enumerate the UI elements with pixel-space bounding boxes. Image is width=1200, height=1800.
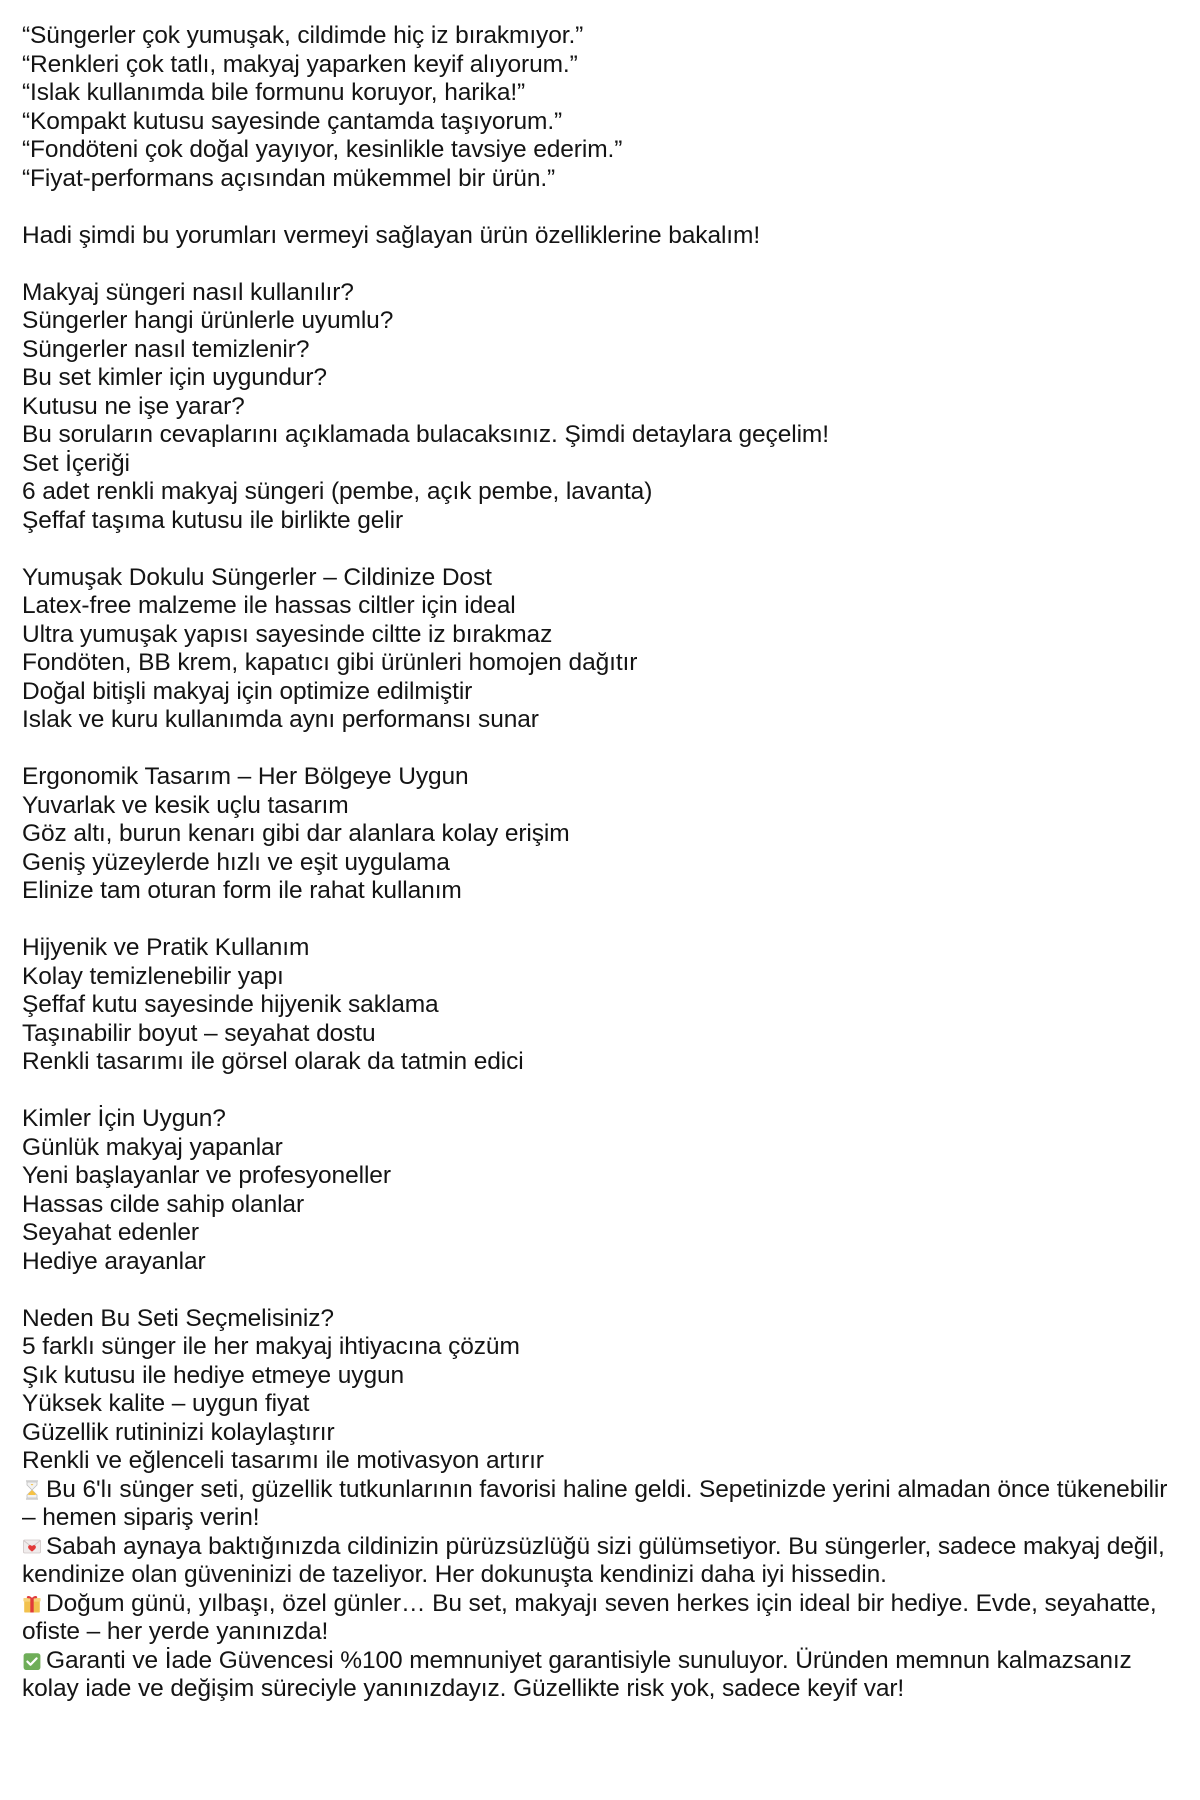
customer-reviews-block bbox=[22, 22, 1170, 193]
section-heading: Hijyenik ve Pratik Kullanım bbox=[22, 934, 310, 961]
section-item: Taşınabilir boyut – seyahat dostu bbox=[22, 1019, 376, 1047]
transition-line: Hadi şimdi bu yorumları vermeyi sağlayan ürün özelliklerine bakalım! bbox=[22, 221, 761, 249]
section-item: Şık kutusu ile hediye etmeye uygun bbox=[22, 1361, 405, 1389]
section-item: Göz altı, burun kenarı gibi dar alanlara kolay erişim bbox=[22, 820, 570, 847]
section-item: Ultra yumuşak yapısı sayesinde ciltte iz bırakmaz bbox=[22, 620, 553, 648]
section-item: Renkli tasarımı ile görsel olarak da tatmin edici bbox=[22, 1048, 524, 1075]
section-item: Geniş yüzeylerde hızlı ve eşit uygulama bbox=[22, 848, 450, 876]
check-mark-icon bbox=[22, 1650, 42, 1672]
callout-guarantee bbox=[22, 1647, 1170, 1704]
callout-text: Sabah aynaya baktığınızda cildinizin pürüzsüzlüğü sizi gülümsetiyor. Bu süngerler, sadece makyaj değil, kendinize olan güveninizi de tazeliyor. Her dokunuşta kendinizi daha iyi hissedin. bbox=[22, 1532, 1165, 1588]
feature-section-hygienic-use bbox=[22, 934, 1170, 1077]
feature-section-target-audience bbox=[22, 1105, 1170, 1276]
review-quote: “Islak kullanımda bile formunu koruyor, harika!” bbox=[22, 79, 526, 106]
love-letter-icon bbox=[22, 1536, 42, 1558]
set-contents-item: 6 adet renkli makyaj süngeri (pembe, açık pembe, lavanta) bbox=[22, 478, 653, 505]
faq-answer-pointer: Bu soruların cevaplarını açıklamada bulacaksınız. Şimdi detaylara geçelim! bbox=[22, 421, 829, 448]
section-item: Yuvarlak ve kesik uçlu tasarım bbox=[22, 791, 349, 819]
section-item: Günlük makyaj yapanlar bbox=[22, 1133, 283, 1161]
section-item: Kolay temizlenebilir yapı bbox=[22, 962, 284, 990]
review-quote: “Kompakt kutusu sayesinde çantamda taşıyorum.” bbox=[22, 107, 563, 135]
section-item: Hassas cilde sahip olanlar bbox=[22, 1190, 305, 1218]
callout-text: Garanti ve İade Güvencesi %100 memnuniyet garantisiyle sunuluyor. Üründen memnun kalmazsanız kolay iade ve değişim süreciyle yanınızdayız. Güzellikte risk yok, sadece keyif var! bbox=[22, 1646, 1132, 1702]
review-quote: “Süngerler çok yumuşak, cildimde hiç iz bırakmıyor.” bbox=[22, 22, 584, 49]
section-item: Yeni başlayanlar ve profesyoneller bbox=[22, 1162, 391, 1189]
faq-question: Süngerler hangi ürünlerle uyumlu? bbox=[22, 307, 394, 334]
callout-text: Doğum günü, yılbaşı, özel günler… Bu set, makyajı seven herkes için ideal bir hediye. Evde, seyahatte, ofiste – her yerde yanınızda! bbox=[22, 1589, 1157, 1645]
section-item: Yüksek kalite – uygun fiyat bbox=[22, 1390, 310, 1417]
spacer bbox=[22, 906, 1170, 935]
product-description-body bbox=[22, 22, 1170, 1704]
section-heading: Ergonomik Tasarım – Her Bölgeye Uygun bbox=[22, 763, 469, 790]
faq-question: Kutusu ne işe yarar? bbox=[22, 392, 245, 420]
section-heading: Yumuşak Dokulu Süngerler – Cildinize Dost bbox=[22, 563, 492, 591]
section-item: Latex-free malzeme ile hassas ciltler için ideal bbox=[22, 592, 516, 619]
section-item: Fondöten, BB krem, kapatıcı gibi ürünleri homojen dağıtır bbox=[22, 649, 638, 676]
section-item: 5 farklı sünger ile her makyaj ihtiyacına çözüm bbox=[22, 1333, 520, 1360]
spacer bbox=[22, 193, 1170, 222]
gift-icon bbox=[22, 1593, 42, 1615]
review-quote: “Fiyat-performans açısından mükemmel bir ürün.” bbox=[22, 164, 556, 192]
spacer bbox=[22, 735, 1170, 764]
section-item: Doğal bitişli makyaj için optimize edilmiştir bbox=[22, 677, 473, 705]
faq-questions-block bbox=[22, 279, 1170, 450]
faq-question: Makyaj süngeri nasıl kullanılır? bbox=[22, 278, 354, 306]
faq-question: Bu set kimler için uygundur? bbox=[22, 364, 327, 391]
section-item: Elinize tam oturan form ile rahat kullanım bbox=[22, 877, 462, 904]
callout-text: Bu 6'lı sünger seti, güzellik tutkunlarının favorisi haline geldi. Sepetinizde yerini almadan önce tükenebilir – hemen sipariş verin! bbox=[22, 1475, 1168, 1531]
hourglass-icon bbox=[22, 1479, 42, 1501]
callout-urgency bbox=[22, 1476, 1170, 1533]
review-quote: “Fondöteni çok doğal yayıyor, kesinlikle tavsiye ederim.” bbox=[22, 136, 623, 163]
review-quote: “Renkleri çok tatlı, makyaj yaparken keyif alıyorum.” bbox=[22, 50, 578, 78]
set-contents-block bbox=[22, 450, 1170, 536]
section-item: Islak ve kuru kullanımda aynı performansı sunar bbox=[22, 706, 539, 733]
faq-question: Süngerler nasıl temizlenir? bbox=[22, 335, 310, 363]
section-item: Renkli ve eğlenceli tasarımı ile motivasyon artırır bbox=[22, 1447, 544, 1474]
set-contents-item: Şeffaf taşıma kutusu ile birlikte gelir bbox=[22, 506, 404, 534]
feature-section-soft-sponges bbox=[22, 564, 1170, 735]
spacer bbox=[22, 1077, 1170, 1106]
feature-section-ergonomic-design bbox=[22, 763, 1170, 906]
set-contents-heading: Set İçeriği bbox=[22, 449, 130, 477]
callout-confidence bbox=[22, 1533, 1170, 1590]
section-heading: Neden Bu Seti Seçmelisiniz? bbox=[22, 1304, 334, 1332]
section-heading: Kimler İçin Uygun? bbox=[22, 1105, 226, 1132]
section-item: Seyahat edenler bbox=[22, 1219, 199, 1246]
feature-section-why-choose bbox=[22, 1305, 1170, 1476]
section-item: Şeffaf kutu sayesinde hijyenik saklama bbox=[22, 991, 439, 1018]
section-item: Hediye arayanlar bbox=[22, 1247, 206, 1275]
section-item: Güzellik rutininizi kolaylaştırır bbox=[22, 1418, 335, 1446]
spacer bbox=[22, 535, 1170, 564]
spacer bbox=[22, 250, 1170, 279]
callout-gift bbox=[22, 1590, 1170, 1647]
spacer bbox=[22, 1276, 1170, 1305]
